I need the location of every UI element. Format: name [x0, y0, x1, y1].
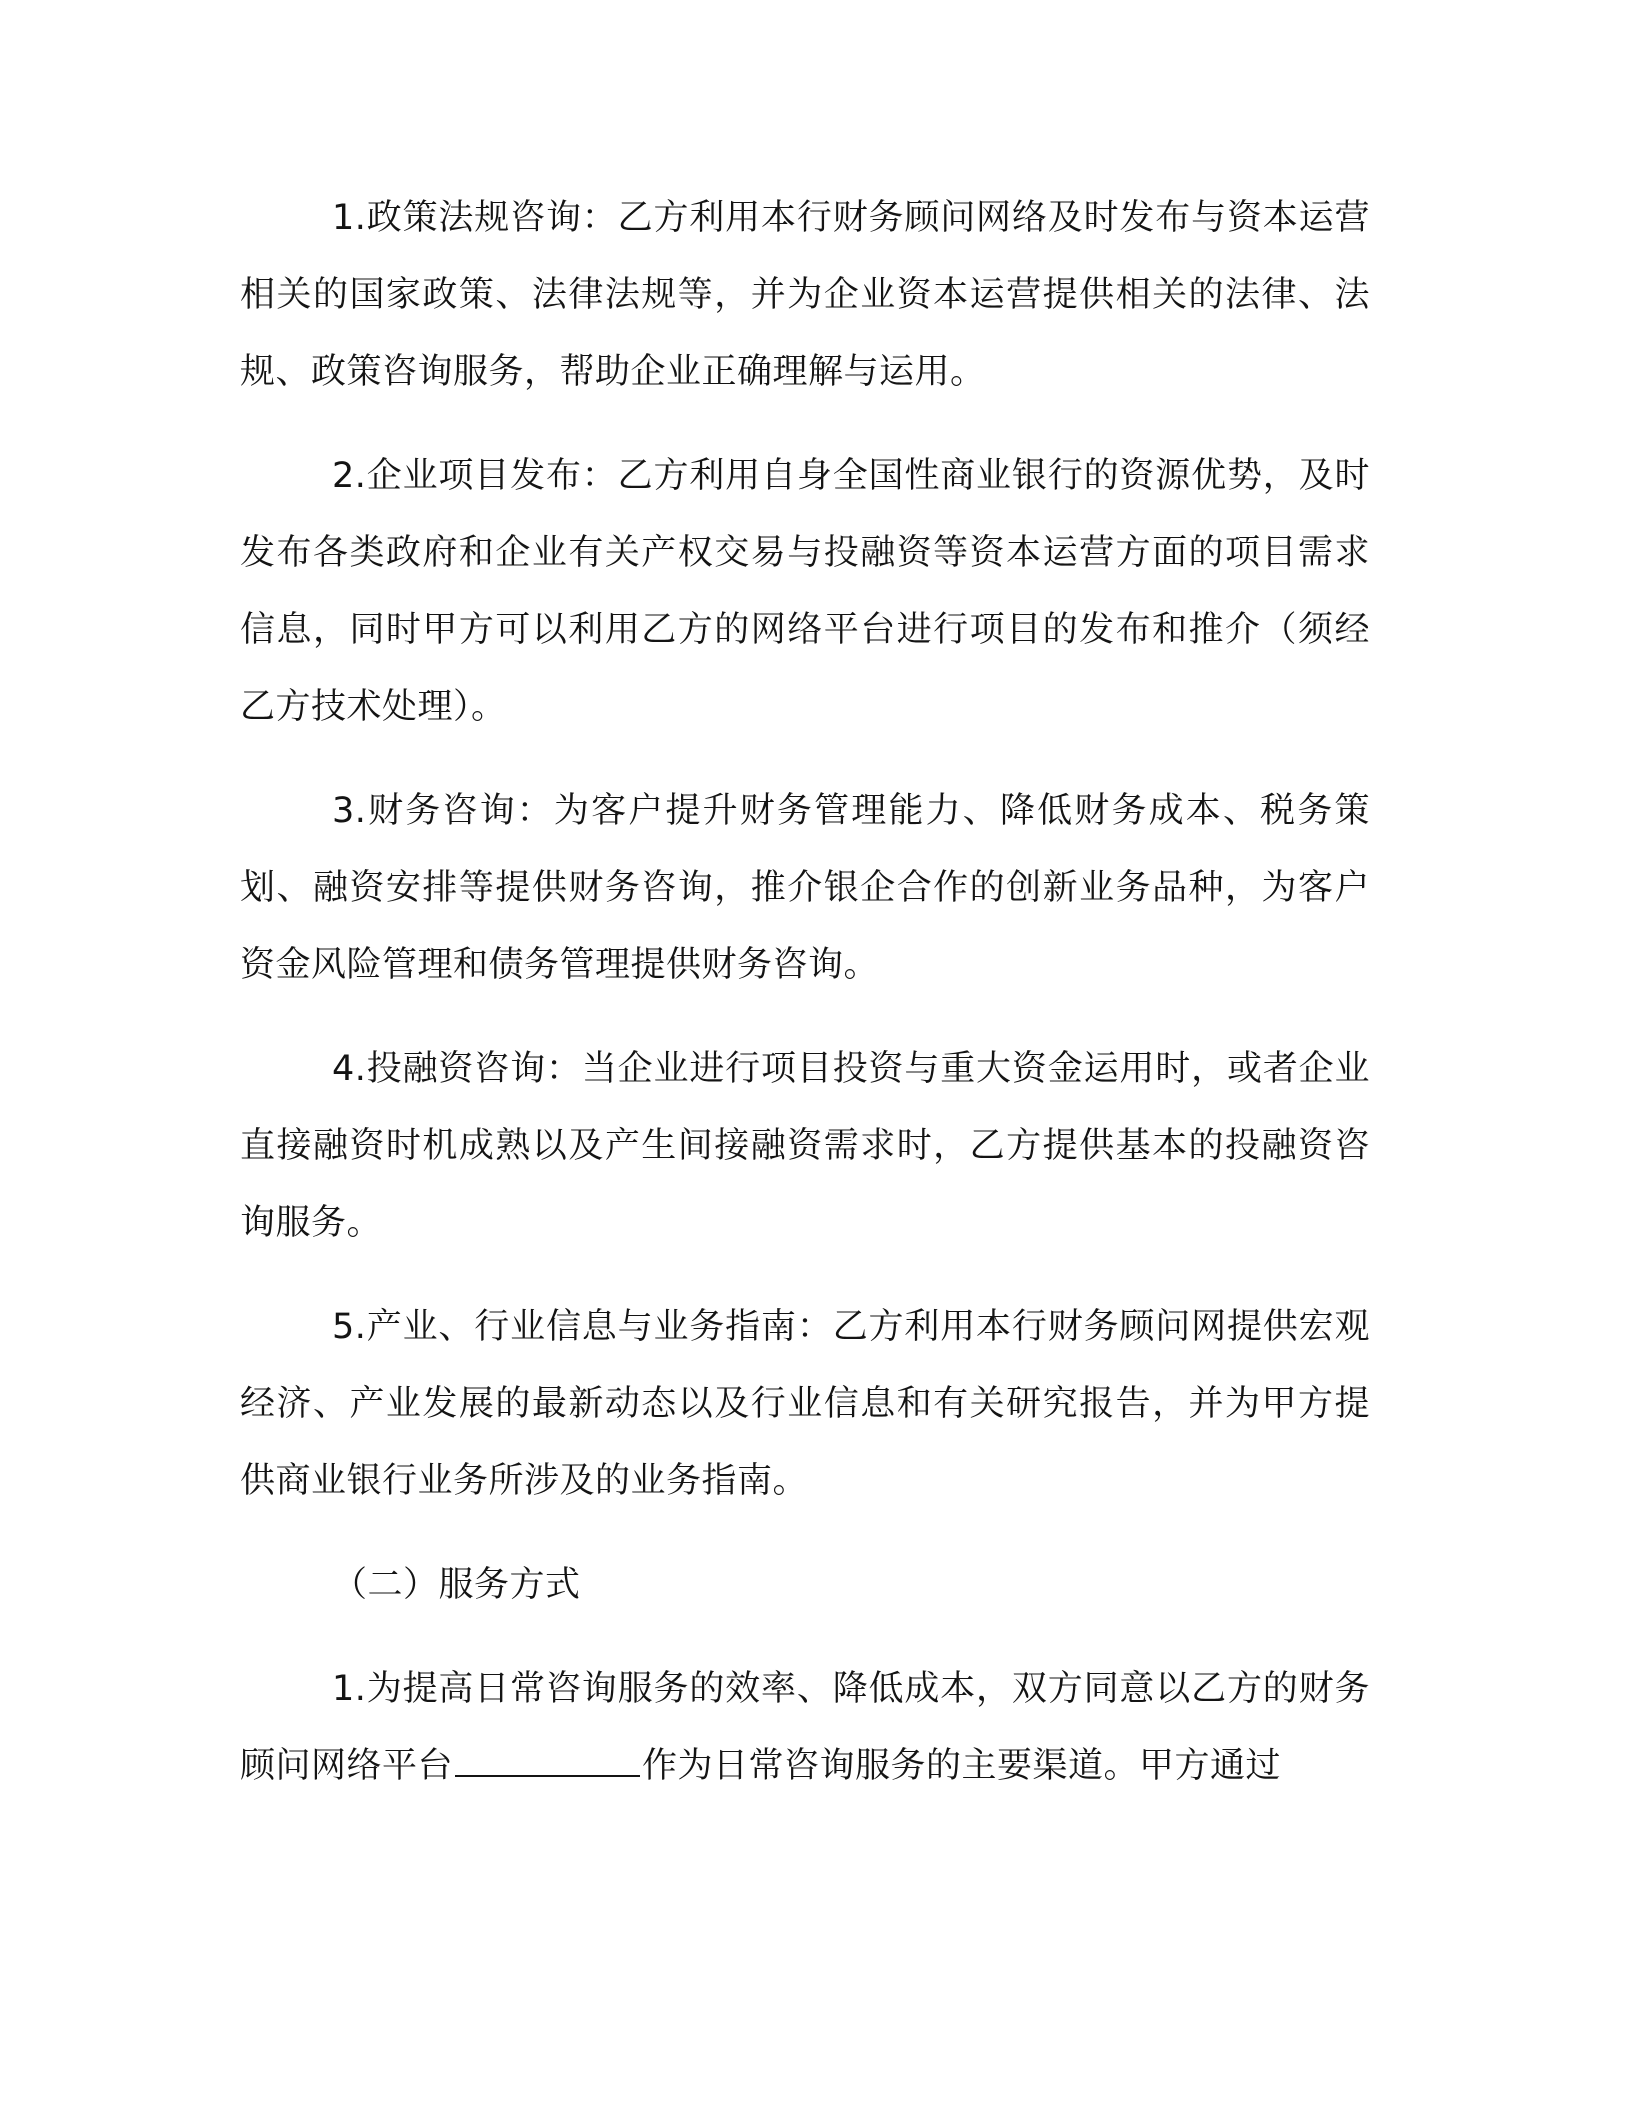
- paragraph-investment-consulting: 4.投融资咨询：当企业进行项目投资与重大资金运用时，或者企业直接融资时机成熟以及产生间接融资需求时，乙方提供基本的投融资咨询服务。: [240, 1049, 1370, 1243]
- paragraph-project-publishing: 2.企业项目发布：乙方利用自身全国性商业银行的资源优势，及时发布各类政府和企业有关产权交易与投融资等资本运营方面的项目需求信息，同时甲方可以利用乙方的网络平台进行项目的发布和推介（须经乙方技术处理）。: [240, 456, 1370, 727]
- paragraph-policy-consulting: 1.政策法规咨询：乙方利用本行财务顾问网络及时发布与资本运营相关的国家政策、法律法规等，并为企业资本运营提供相关的法律、法规、政策咨询服务，帮助企业正确理解与运用。: [240, 198, 1370, 392]
- paragraph-text-after-blank: 作为日常咨询服务的主要渠道。甲方通过: [642, 1746, 1282, 1786]
- paragraph-service-method-1: [240, 1651, 1370, 1805]
- paragraph-text-before-blank: 1.为提高日常咨询服务的效率、降低成本，双方同意以乙方的财务顾问网络平台: [240, 1669, 1370, 1786]
- fill-in-blank: [455, 1745, 640, 1777]
- paragraph-industry-info: 5.产业、行业信息与业务指南：乙方利用本行财务顾问网提供宏观经济、产业发展的最新动态以及行业信息和有关研究报告，并为甲方提供商业银行业务所涉及的业务指南。: [240, 1307, 1370, 1501]
- paragraph-financial-consulting: 3.财务咨询：为客户提升财务管理能力、降低财务成本、税务策划、融资安排等提供财务咨询，推介银企合作的创新业务品种，为客户资金风险管理和债务管理提供财务咨询。: [240, 791, 1370, 985]
- section-heading-service-method: （二）服务方式: [332, 1565, 581, 1605]
